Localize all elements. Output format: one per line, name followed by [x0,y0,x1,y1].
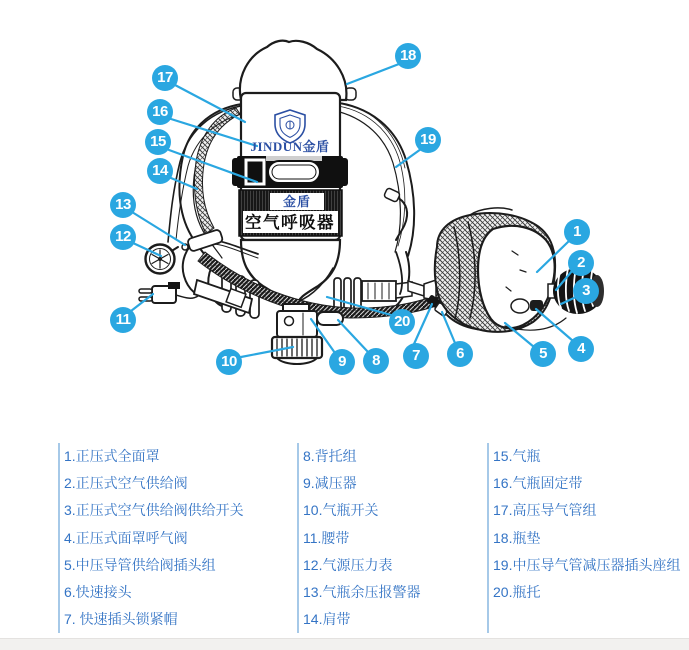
bottom-strip [0,638,689,650]
callout-13: 13 [110,192,136,218]
callout-17: 17 [152,65,178,91]
callout-18: 18 [395,43,421,69]
callout-11: 11 [110,307,136,333]
legend-item-2: 2.正压式空气供给阀 [64,475,188,492]
brand-text: JINDUN金盾 [250,139,330,154]
backpack-art [139,41,604,364]
callout-14: 14 [147,158,173,184]
callout-7: 7 [403,343,429,369]
bottle-cushion [233,41,356,100]
legend-item-8: 8.背托组 [303,448,357,464]
callout-5: 5 [530,341,556,367]
legend-item-6: 6.快速接头 [64,583,132,600]
legend-item-10: 10.气瓶开关 [303,502,379,519]
legend-item-3: 3.正压式空气供给阀供给开关 [64,502,244,519]
legend-item-17: 17.高压导气管组 [493,502,597,519]
callout-15: 15 [145,129,171,155]
callout-19: 19 [415,127,441,153]
legend-item-18: 18.瓶垫 [493,529,541,546]
legend-item-11: 11.腰带 [303,529,350,546]
legend-item-20: 20.瓶托 [493,583,541,600]
callout-2: 2 [568,250,594,276]
callout-8: 8 [363,348,389,374]
legend-column-2 [297,443,487,633]
legend-item-4: 4.正压式面罩呼气阀 [64,529,188,546]
legend-item-7: 7. 快速插头锁紧帽 [64,611,178,628]
legend-item-14: 14.肩带 [303,611,351,628]
legend-column-1 [58,443,296,633]
legend-item-9: 9.减压器 [303,475,357,492]
legend-item-1: 1.正压式全面罩 [64,448,160,464]
waist-belt-right [362,281,412,301]
callout-9: 9 [329,349,355,375]
legend-item-16: 16.气瓶固定带 [493,475,583,492]
cylinder-fixing-strap [232,156,348,188]
tank-title-text: 空气呼吸器 [245,214,335,232]
callout-6: 6 [447,341,473,367]
callout-16: 16 [147,99,173,125]
legend-item-19: 19.中压导气管减压器插头座组 [493,556,681,573]
callout-20: 20 [389,309,415,335]
callout-10: 10 [216,349,242,375]
legend-item-13: 13.气瓶余压报警器 [303,583,421,600]
legend-item-15: 15.气瓶 [493,448,541,464]
legend-column-3 [487,443,689,633]
legend-item-5: 5.中压导管供给阀插头组 [64,556,216,573]
tank-badge-text: 金盾 [282,194,312,209]
callout-3: 3 [573,278,599,304]
callout-1: 1 [564,219,590,245]
legend-item-12: 12.气源压力表 [303,556,393,573]
callout-4: 4 [568,336,594,362]
callout-12: 12 [110,224,136,250]
